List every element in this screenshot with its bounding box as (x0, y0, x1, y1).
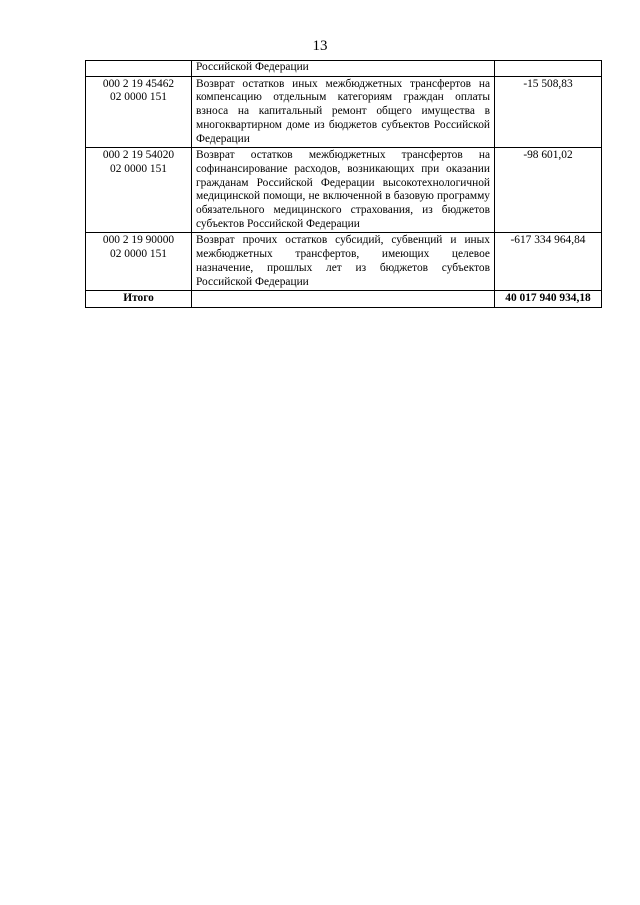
table-row (86, 233, 602, 291)
code-line: 000 2 19 45462 (102, 77, 175, 90)
table-row (86, 76, 602, 148)
total-sum: 40 017 940 934,18 (495, 291, 602, 308)
page-number: 13 (312, 38, 328, 54)
code-cell (86, 61, 192, 77)
code-cell (86, 233, 192, 291)
sum-cell: -98 601,02 (495, 148, 602, 233)
code-cell (86, 76, 192, 148)
total-name-cell (192, 291, 495, 308)
sum-cell (495, 61, 602, 77)
code-line: 02 0000 151 (110, 248, 167, 261)
table-row-total (86, 291, 602, 308)
name-cell: Российской Федерации (192, 61, 495, 77)
total-label: Итого (86, 291, 192, 308)
sum-cell: -617 334 964,84 (495, 233, 602, 291)
code-line: 000 2 19 54020 (102, 149, 175, 162)
budget-table (85, 60, 602, 308)
sum-cell: -15 508,83 (495, 76, 602, 148)
table-row-continuation (86, 61, 602, 77)
code-line: 02 0000 151 (110, 162, 167, 175)
name-cell: Возврат прочих остатков субсидий, субвенций и иных межбюджетных трансфертов, имеющих целевое назначение, прошлых лет из бюджетов субъектов Российской Федерации (192, 233, 495, 291)
code-line: 02 0000 151 (110, 91, 167, 104)
name-cell: Возврат остатков межбюджетных трансфертов на софинансирование расходов, возникающих при оказании гражданам Российской Федерации высокотехнологичной медицинской помощи, не включенной в базовую программу обязательного медицинского страхования, из бюджетов субъектов Российской Федерации (192, 148, 495, 233)
code-cell (86, 148, 192, 233)
code-line: 000 2 19 90000 (102, 234, 175, 247)
table-row (86, 148, 602, 233)
name-cell: Возврат остатков иных межбюджетных трансфертов на компенсацию отдельным категориям граждан оплаты взноса на капитальный ремонт общего имущества в многоквартирном доме из бюджетов субъектов Российской Федерации (192, 76, 495, 148)
